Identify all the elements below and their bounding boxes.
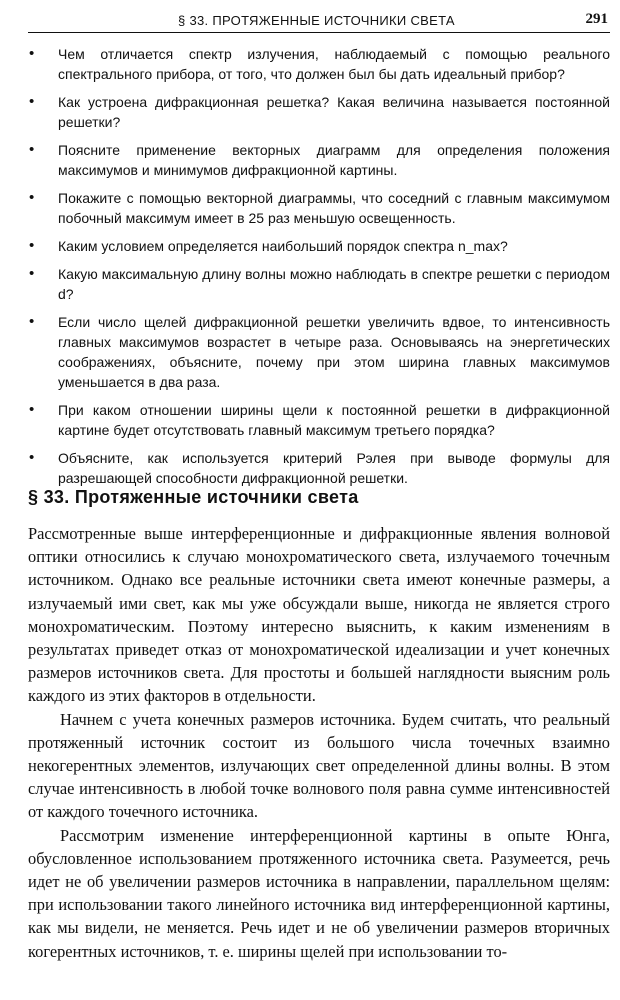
section-heading: § 33. Протяженные источники света — [28, 487, 359, 507]
bullet-icon: • — [29, 265, 35, 282]
question-text: Если число щелей дифракционной решетки увеличить вдвое, то интенсивность главных максимумов возрастет в четыре раза. Основываясь на энергетических соображениях, объясните, почему при этом ширина главных максимумов уменьшается в два раза. — [58, 314, 610, 390]
bullet-icon: • — [29, 313, 35, 330]
question-item — [28, 92, 610, 132]
question-text: При каком отношении ширины щели к постоянной решетки в дифракционной картине будет отсутствовать главный максимум третьего порядка? — [58, 402, 610, 438]
bullet-icon: • — [29, 189, 35, 206]
question-text: Покажите с помощью векторной диаграммы, что соседний с главным максимумом побочный максимум имеет в 25 раз меньшую освещенность. — [58, 190, 610, 226]
question-text: Поясните применение векторных диаграмм для определения положения максимумов и минимумов дифракционной картины. — [58, 142, 610, 178]
running-header — [28, 10, 610, 33]
bullet-icon: • — [29, 141, 35, 158]
question-item — [28, 264, 610, 304]
section-body — [28, 522, 610, 963]
question-item — [28, 140, 610, 180]
question-item — [28, 448, 610, 488]
running-title: § 33. ПРОТЯЖЕННЫЕ ИСТОЧНИКИ СВЕТА — [178, 13, 455, 28]
body-paragraph: Рассмотрим изменение интерференционной картины в опыте Юнга, обусловленное использованием протяженного источника света. Разумеется, речь идет не об увеличении размеров источника в направлении, параллельном щелям: при использовании такого линейного источника вид интерференционной картины, как мы видели, не меняется. Речь идет и не об увеличении размеров вторичных когерентных источников, т. е. ширины щелей при использовании то- — [28, 825, 610, 961]
question-item — [28, 44, 610, 84]
question-item — [28, 188, 610, 228]
bullet-icon: • — [29, 93, 35, 110]
question-item — [28, 312, 610, 392]
bullet-icon: • — [29, 449, 35, 466]
question-item — [28, 236, 610, 256]
bullet-icon: • — [29, 45, 35, 62]
question-text: Какую максимальную длину волны можно наблюдать в спектре решетки с периодом d? — [58, 266, 610, 302]
review-questions-list — [28, 44, 610, 496]
body-paragraph: Рассмотренные выше интерференционные и дифракционные явления волновой оптики относились к случаю монохроматического света, излучаемого точечным источником. Однако все реальные источники света имеют конечные размеры, а излучаемый ими свет, как мы уже обсуждали выше, никогда не является строго монохроматическим. Поэтому интересно выяснить, к каким изменениям в результатах приведет отказ от монохроматической идеализации и учет конечных размеров источников света. Для простоты и большей наглядности выясним роль каждого из этих факторов в отдельности. — [28, 524, 610, 706]
bullet-icon: • — [29, 401, 35, 418]
page-number: 291 — [585, 11, 608, 27]
question-text: Каким условием определяется наибольший порядок спектра n_max? — [58, 238, 508, 254]
body-paragraph: Начнем с учета конечных размеров источника. Будем считать, что реальный протяженный источник состоит из большого числа точечных взаимно некогерентных элементов, излучающих свет определенной длины волны. В этом случае интенсивность в любой точке волнового поля равна сумме интенсивностей от каждого точечного источника. — [28, 709, 610, 822]
bullet-icon: • — [29, 237, 35, 254]
question-text: Объясните, как используется критерий Рэлея при выводе формулы для разрешающей способности дифракционной решетки. — [58, 450, 610, 486]
question-text: Как устроена дифракционная решетка? Какая величина называется постоянной решетки? — [58, 94, 610, 130]
question-text: Чем отличается спектр излучения, наблюдаемый с помощью реального спектрального прибора, от того, что должен был бы дать идеальный прибор? — [58, 46, 610, 82]
question-item — [28, 400, 610, 440]
